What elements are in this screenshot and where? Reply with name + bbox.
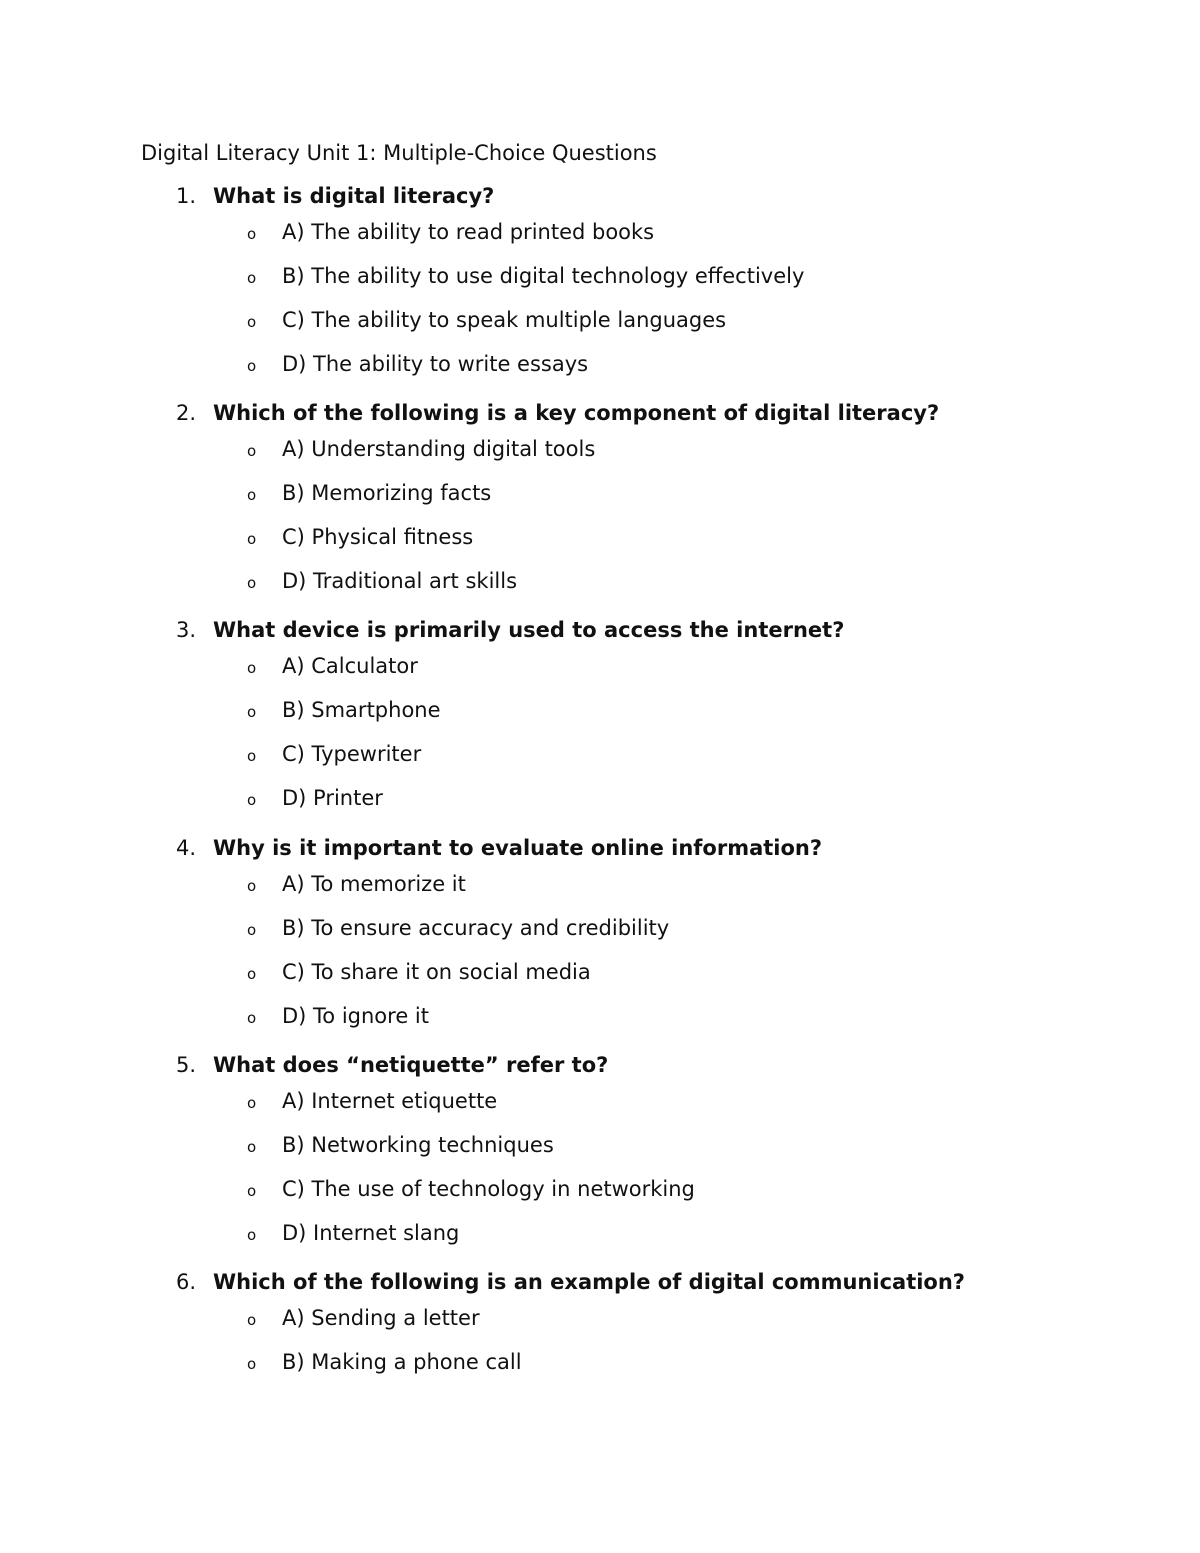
- answer-option: [176, 732, 1136, 776]
- option-text: A) Understanding digital tools: [282, 437, 596, 461]
- answer-options: [176, 644, 1136, 820]
- option-text: C) The ability to speak multiple languages: [282, 308, 727, 332]
- question-number: 1.: [176, 184, 197, 208]
- bullet-icon: o: [247, 442, 257, 460]
- question-heading: [176, 182, 1136, 210]
- question-4: [176, 834, 1136, 1038]
- option-text: D) Printer: [282, 786, 383, 810]
- option-text: B) Making a phone call: [282, 1350, 522, 1374]
- question-number: 2.: [176, 401, 197, 425]
- option-text: A) The ability to read printed books: [282, 220, 655, 244]
- bullet-icon: o: [247, 530, 257, 548]
- answer-option: [176, 862, 1136, 906]
- answer-option: [176, 1123, 1136, 1167]
- question-text: What does “netiquette” refer to?: [213, 1053, 609, 1077]
- question-heading: [176, 1268, 1136, 1296]
- bullet-icon: o: [247, 486, 257, 504]
- bullet-icon: o: [247, 1009, 257, 1027]
- option-text: A) To memorize it: [282, 872, 466, 896]
- answer-options: [176, 1296, 1136, 1384]
- bullet-icon: o: [247, 1355, 257, 1373]
- option-text: B) Memorizing facts: [282, 481, 492, 505]
- option-text: C) Physical fitness: [282, 525, 474, 549]
- answer-option: [176, 1340, 1136, 1384]
- answer-option: [176, 1167, 1136, 1211]
- question-number: 3.: [176, 618, 197, 642]
- question-number: 4.: [176, 836, 197, 860]
- option-text: D) Internet slang: [282, 1221, 460, 1245]
- question-2: [176, 399, 1136, 603]
- question-text: Why is it important to evaluate online information?: [213, 836, 823, 860]
- answer-option: [176, 298, 1136, 342]
- question-3: [176, 616, 1136, 820]
- option-text: C) The use of technology in networking: [282, 1177, 695, 1201]
- option-text: B) Smartphone: [282, 698, 441, 722]
- question-heading: [176, 616, 1136, 644]
- question-number: 6.: [176, 1270, 197, 1294]
- answer-option: [176, 994, 1136, 1038]
- answer-option: [176, 342, 1136, 386]
- question-heading: [176, 834, 1136, 862]
- question-1: [176, 182, 1136, 386]
- bullet-icon: o: [247, 791, 257, 809]
- answer-option: [176, 950, 1136, 994]
- option-text: B) The ability to use digital technology effectively: [282, 264, 805, 288]
- option-text: C) Typewriter: [282, 742, 422, 766]
- bullet-icon: o: [247, 1311, 257, 1329]
- bullet-icon: o: [247, 357, 257, 375]
- answer-options: [176, 1079, 1136, 1255]
- question-text: Which of the following is an example of digital communication?: [213, 1270, 965, 1294]
- bullet-icon: o: [247, 225, 257, 243]
- question-heading: [176, 1051, 1136, 1079]
- option-text: A) Calculator: [282, 654, 418, 678]
- question-text: What device is primarily used to access the internet?: [213, 618, 845, 642]
- bullet-icon: o: [247, 659, 257, 677]
- option-text: D) Traditional art skills: [282, 569, 518, 593]
- bullet-icon: o: [247, 703, 257, 721]
- bullet-icon: o: [247, 747, 257, 765]
- answer-option: [176, 1211, 1136, 1255]
- question-6: [176, 1268, 1136, 1384]
- answer-options: [176, 210, 1136, 386]
- bullet-icon: o: [247, 877, 257, 895]
- answer-option: [176, 688, 1136, 732]
- bullet-icon: o: [247, 313, 257, 331]
- bullet-icon: o: [247, 1226, 257, 1244]
- option-text: B) To ensure accuracy and credibility: [282, 916, 670, 940]
- question-text: Which of the following is a key component of digital literacy?: [213, 401, 940, 425]
- answer-option: [176, 559, 1136, 603]
- answer-option: [176, 906, 1136, 950]
- answer-option: [176, 427, 1136, 471]
- answer-option: [176, 471, 1136, 515]
- bullet-icon: o: [247, 965, 257, 983]
- question-number: 5.: [176, 1053, 197, 1077]
- answer-option: [176, 1079, 1136, 1123]
- option-text: C) To share it on social media: [282, 960, 591, 984]
- answer-option: [176, 644, 1136, 688]
- answer-option: [176, 210, 1136, 254]
- bullet-icon: o: [247, 269, 257, 287]
- option-text: A) Sending a letter: [282, 1306, 480, 1330]
- answer-option: [176, 776, 1136, 820]
- question-text: What is digital literacy?: [213, 184, 495, 208]
- option-text: D) To ignore it: [282, 1004, 429, 1028]
- question-5: [176, 1051, 1136, 1255]
- answer-option: [176, 1296, 1136, 1340]
- answer-options: [176, 427, 1136, 603]
- option-text: D) The ability to write essays: [282, 352, 589, 376]
- bullet-icon: o: [247, 1094, 257, 1112]
- document-title: Digital Literacy Unit 1: Multiple-Choice Questions: [141, 141, 657, 165]
- question-heading: [176, 399, 1136, 427]
- answer-options: [176, 862, 1136, 1038]
- answer-option: [176, 515, 1136, 559]
- bullet-icon: o: [247, 921, 257, 939]
- option-text: B) Networking techniques: [282, 1133, 554, 1157]
- answer-option: [176, 254, 1136, 298]
- bullet-icon: o: [247, 1182, 257, 1200]
- option-text: A) Internet etiquette: [282, 1089, 498, 1113]
- bullet-icon: o: [247, 1138, 257, 1156]
- bullet-icon: o: [247, 574, 257, 592]
